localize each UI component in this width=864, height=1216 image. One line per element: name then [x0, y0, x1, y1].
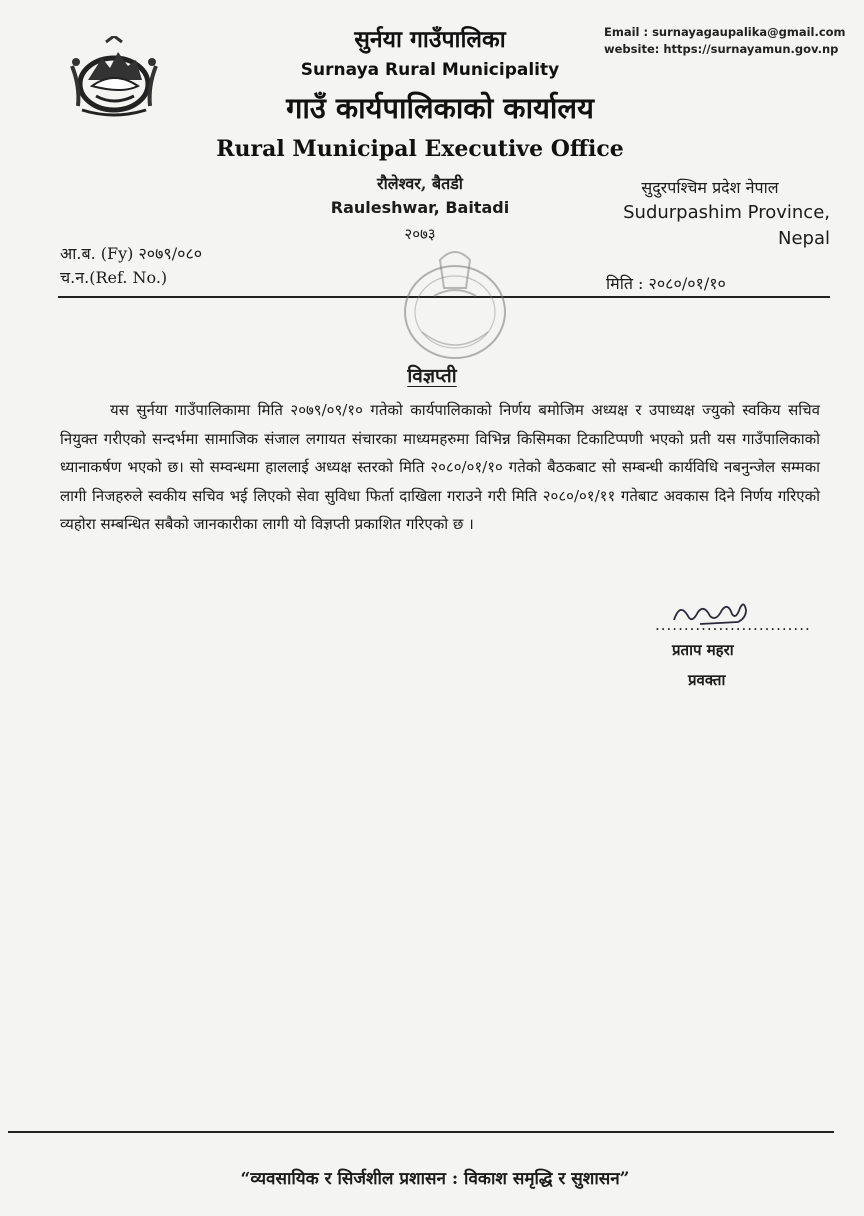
municipality-name-np: सुर्नया गाउँपालिका	[354, 26, 506, 53]
letter-date: मिति : २०८०/०१/१०	[606, 274, 726, 293]
website-text: website: https://surnayamun.gov.np	[604, 42, 839, 56]
signatory-role: प्रवक्ता	[688, 671, 726, 689]
established-year: २०७३	[404, 225, 436, 243]
fiscal-year: आ.ब. (Fy) २०७९/०८०	[60, 244, 203, 263]
province-np: सुदुरपश्चिम प्रदेश नेपाल	[641, 178, 779, 197]
footer-divider	[8, 1131, 834, 1133]
email-text: Email : surnayagaupalika@gmail.com	[604, 25, 846, 39]
notice-title: विज्ञप्ती	[407, 365, 457, 387]
province-en-line1: Sudurpashim Province,	[623, 202, 830, 223]
province-en-line2: Nepal	[778, 228, 830, 249]
place-np: रौलेश्वर, बैतडी	[377, 174, 463, 193]
place-en: Rauleshwar, Baitadi	[330, 198, 510, 217]
municipality-name-en: Surnaya Rural Municipality	[300, 60, 560, 80]
nepal-emblem-icon	[62, 36, 166, 118]
notice-body: यस सुर्नया गाउँपालिकामा मिति २०७९/०९/१० गतेको कार्यपालिकाको निर्णय बमोजिम अध्यक्ष र उपाध्यक्ष ज्युको स्वकिय सचिव नियुक्त गरीएको सन्दर्भमा सामाजिक संजाल लगायत संचारका माध्यमहरुमा विभिन्न किसिमका टिकाटिप्पणी भएको प्रती यस गाउँपालिकाको ध्यानाकर्षण भएको छ। सो सम्वन्धमा हाललाई अध्यक्ष स्तरको मिति २०८०/०१/१० गतेको बैठकबाट सो सम्बन्धी कार्यविधि नबनुन्जेल सम्मका लागी निजहरुले स्वकीय सचिव भई लिएको सेवा सुविधा फिर्ता दाखिला गराउने गरी मिति २०८०/०१/११ गतेबाट अवकास दिने निर्णय गरिएको व्यहोरा सम्बन्धित सबैको जानकारीका लागी यो विज्ञप्ती प्रकाशित गरिएको छ ।	[60, 401, 820, 533]
office-name-np: गाउँ कार्यपालिकाको कार्यालय	[286, 91, 594, 125]
contact-block	[604, 24, 846, 58]
office-name-en: Rural Municipal Executive Office	[216, 136, 624, 162]
signatory-name: प्रताप महरा	[672, 641, 734, 659]
office-stamp-icon	[396, 240, 514, 370]
signature-line: ...........................	[655, 616, 811, 634]
province-en	[600, 200, 830, 252]
reference-number: च.न.(Ref. No.)	[60, 268, 168, 287]
footer-slogan: “व्यवसायिक र सिर्जशील प्रशासन : विकाश समृद्धि र सुशासन”	[240, 1169, 630, 1189]
